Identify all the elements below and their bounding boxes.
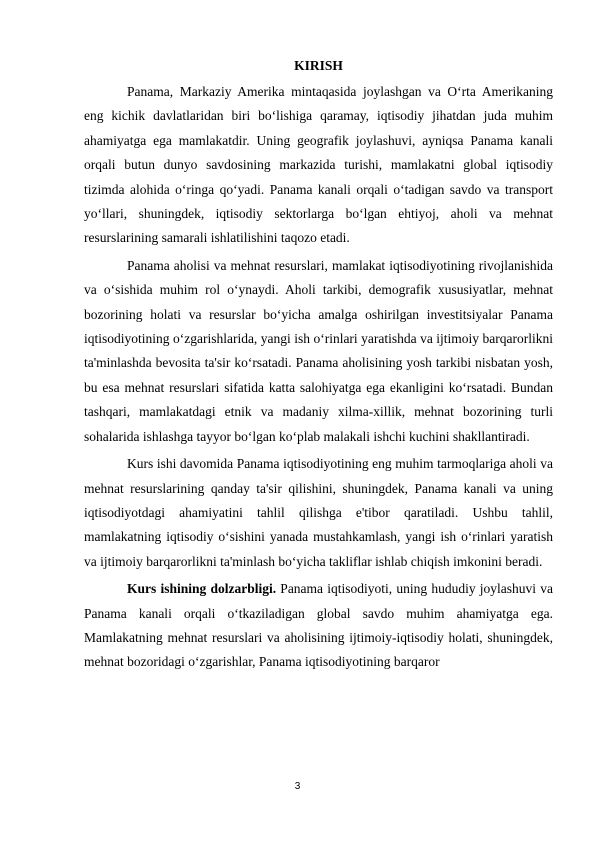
page-number: 3 — [294, 781, 301, 792]
paragraph-text: Kurs ishi davomida Panama iqtisodiyotining eng muhim tarmoqlariga aholi va mehnat resurslarining qanday ta'sir qilishini, shuningdek, Panama kanali va uning iqtisodiyotdagi ahamiyatini tahlil qilishga e'tibor qaratiladi. Ushbu tahlil, mamlakatning iqtisodiy o‘sishini yanada mustahkamlash, yangi ish o‘rinlari yaratish va ijtimoiy barqarorlikni ta'minlash bo‘yicha takliflar ishlab chiqish imkonini beradi. — [84, 456, 553, 569]
paragraph-3 — [84, 452, 553, 574]
document-page — [84, 56, 553, 678]
paragraph-text: Panama aholisi va mehnat resurslari, mamlakat iqtisodiyotining rivojlanishida va o‘sishida muhim rol o‘ynaydi. Aholi tarkibi, demografik xususiyatlar, mehnat bozorining holati va resurslar bo‘yicha amalga oshirilgan investitsiyalar Panama iqtisodiyotining o‘zgarishlarida, yangi ish o‘rinlari yaratishda va ijtimoiy barqarorlikni ta'minlashda bevosita ta'sir ko‘rsatadi. Panama aholisining yosh tarkibi nisbatan yosh, bu esa mehnat resurslari sifatida katta salohiyatga ega ekanligini ko‘rsatadi. Bundan tashqari, mamlakatdagi etnik va madaniy xilma-xillik, mehnat bozorining turli sohalarida ishlashga tayyor bo‘lgan ko‘plab malakali ishchi kuchini shakllantiradi. — [84, 257, 553, 444]
paragraph-1 — [84, 80, 553, 251]
section-title: KIRISH — [294, 58, 343, 73]
paragraph-4 — [84, 577, 553, 675]
paragraph-2 — [84, 254, 553, 449]
paragraph-text: Panama, Markaziy Amerika mintaqasida joylashgan va O‘rta Amerikaning eng kichik davlatlaridan biri bo‘lishiga qaramay, iqtisodiy jihatdan juda muhim ahamiyatga ega mamlakatdir. Uning geografik joylashuvi, ayniqsa Panama kanali orqali butun dunyo savdosining markazida turishi, mamlakatni global iqtisodiy tizimda alohida o‘ringa qo‘yadi. Panama kanali orqali o‘tadigan savdo va transport yo‘llari, shuningdek, iqtisodiy sektorlarga bo‘lgan ehtiyoj, aholi va mehnat resurslarining samarali ishlatilishini taqozo etadi. — [84, 84, 553, 246]
paragraph-lead: Kurs ishining dolzarbligi. — [127, 581, 277, 597]
paragraph-text: Panama iqtisodiyoti, uning hududiy joylashuvi va Panama kanali orqali o‘tkaziladigan global savdo muhim ahamiyatga ega. Mamlakatning mehnat resurslari va aholisining ijtimoiy-iqtisodiy holati, shuningdek, mehnat bozoridagi o‘zgarishlar, Panama iqtisodiyotining barqaror — [84, 581, 553, 670]
